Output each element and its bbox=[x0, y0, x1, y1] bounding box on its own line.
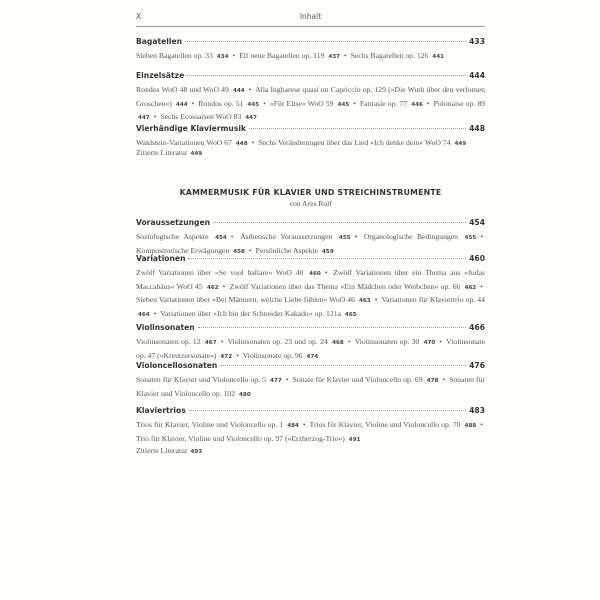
toc-item-page: 448 bbox=[235, 141, 248, 147]
toc-item bbox=[160, 309, 358, 318]
toc-section-bagatellen bbox=[136, 37, 485, 64]
leader-dots bbox=[185, 41, 466, 42]
bullet-separator: • bbox=[248, 245, 252, 255]
toc-item-title: Sieben Variationen über »Bei Männern, welche Liebe fühlen« WoO 46 bbox=[136, 295, 355, 304]
toc-item-page: 458 bbox=[233, 248, 245, 255]
bullet-separator: • bbox=[353, 98, 356, 108]
section-page-number: 444 bbox=[469, 71, 485, 80]
bullet-separator: • bbox=[222, 281, 226, 291]
toc-item-page: 441 bbox=[432, 54, 444, 60]
toc-item-title: Rondos WoO 48 und WoO 49 bbox=[136, 85, 229, 94]
toc-item-title: Sonaten für Klavier und Violoncello op. 5 bbox=[136, 375, 267, 384]
toc-item-title: Elf neue Bagatellen op. 119 bbox=[239, 51, 325, 60]
bullet-separator: • bbox=[153, 308, 157, 318]
toc-item-title: Violinsonaten op. 12 bbox=[136, 337, 201, 346]
section-heading bbox=[136, 361, 485, 372]
toc-item-page: 488 bbox=[464, 423, 477, 429]
toc-item bbox=[136, 337, 219, 346]
toc-item-page: 462 bbox=[464, 284, 477, 291]
section-page-number: 448 bbox=[469, 124, 485, 133]
toc-item-title: Violinsonaten op. 23 und op. 24 bbox=[227, 337, 328, 346]
section-items bbox=[136, 50, 485, 64]
cited-literature-2 bbox=[136, 446, 485, 455]
toc-item-page: 449 bbox=[454, 141, 467, 147]
cited-literature-label: Zitierte Literatur bbox=[136, 148, 188, 157]
bullet-separator: • bbox=[230, 232, 234, 241]
bullet-separator: • bbox=[374, 295, 378, 304]
toc-item-title: Zwölf Variationen über »Se vuol ballare« WoO 40 bbox=[136, 268, 304, 277]
toc-item-page: 447 bbox=[138, 115, 150, 121]
toc-item bbox=[136, 268, 323, 277]
toc-section-vierhaendige bbox=[136, 124, 485, 151]
section-title: Vierhändige Klaviermusik bbox=[136, 124, 246, 133]
section-page-number: 476 bbox=[469, 361, 485, 370]
bullet-separator: • bbox=[232, 51, 236, 60]
leader-dots bbox=[213, 222, 466, 223]
toc-section-klaviertrios bbox=[136, 406, 485, 446]
toc-item-title: Trio für Klavier, Violine und Violoncello op. 97 (»Erzherzog-Trio«) bbox=[136, 433, 345, 443]
page-folio: X bbox=[136, 12, 142, 21]
toc-item-page: 444 bbox=[233, 88, 245, 94]
toc-item-page: 455 bbox=[338, 235, 351, 241]
toc-item bbox=[227, 337, 345, 346]
toc-item-title: Trios für Klavier, Violine und Violoncello op. 70 bbox=[309, 420, 461, 429]
section-title: Einzelsätze bbox=[136, 71, 185, 80]
toc-item-page: 434 bbox=[216, 54, 229, 60]
bullet-separator: • bbox=[426, 98, 430, 108]
bullet-separator: • bbox=[442, 375, 446, 384]
section-title: Violinsonaten bbox=[136, 323, 195, 332]
toc-item-title: Sechs Ecossaisen WoO 83 bbox=[160, 112, 242, 121]
toc-page bbox=[136, 0, 486, 455]
toc-item-page: 445 bbox=[247, 101, 260, 108]
toc-section-voraussetzungen bbox=[136, 218, 485, 258]
toc-item-page: 478 bbox=[426, 378, 439, 384]
leader-dots bbox=[220, 365, 466, 366]
bullet-separator: • bbox=[248, 85, 252, 94]
toc-item-title: Rondos op. 51 bbox=[198, 98, 244, 108]
toc-item-title: Polonaise op. 89 bbox=[433, 98, 486, 108]
bullet-separator: • bbox=[285, 375, 289, 384]
toc-item-page: 446 bbox=[411, 101, 423, 108]
section-title: Voraussetzungen bbox=[136, 218, 210, 227]
toc-item-page: 445 bbox=[337, 101, 350, 108]
toc-item-title: Ästhetische Voraussetzungen bbox=[240, 232, 333, 241]
toc-item-page: 460 bbox=[309, 271, 321, 277]
toc-item-page: 484 bbox=[287, 423, 299, 429]
toc-item bbox=[360, 99, 425, 108]
toc-item bbox=[136, 375, 284, 384]
toc-section-violoncellosonaten bbox=[136, 361, 485, 401]
section-page-number: 483 bbox=[469, 406, 485, 415]
toc-item bbox=[270, 99, 351, 108]
toc-item bbox=[351, 51, 446, 60]
toc-item-page: 491 bbox=[348, 436, 361, 443]
toc-item-page: 459 bbox=[322, 248, 334, 255]
toc-item-page: 468 bbox=[332, 340, 344, 346]
toc-item-title: Trios für Klavier, Violine und Violoncello op. 1 bbox=[136, 420, 284, 429]
section-items bbox=[136, 374, 485, 401]
toc-item-title: Sieben Bagatellen op. 33 bbox=[136, 51, 213, 60]
section-items bbox=[136, 336, 485, 363]
toc-item-page: 437 bbox=[328, 54, 341, 60]
leader-dots bbox=[198, 327, 467, 328]
toc-item bbox=[364, 232, 478, 241]
toc-item bbox=[293, 375, 441, 384]
bullet-separator: • bbox=[347, 337, 351, 346]
toc-item-title: Fantasie op. 77 bbox=[360, 98, 408, 108]
toc-item bbox=[136, 138, 250, 147]
toc-item bbox=[136, 295, 373, 304]
running-head-title: Inhalt bbox=[299, 12, 322, 21]
toc-item-page: 465 bbox=[344, 311, 357, 318]
section-items bbox=[136, 84, 485, 125]
toc-item-title: Alla Ingharese quasi un Capriccio op. 129 (»Die Wuth über den verlornen Groschen«) bbox=[136, 85, 486, 108]
toc-item-page: 455 bbox=[464, 235, 477, 241]
cited-literature-page: 493 bbox=[190, 449, 203, 455]
toc-item bbox=[136, 51, 230, 60]
toc-item-title: Organologische Bedingungen bbox=[363, 232, 459, 241]
leader-dots bbox=[249, 128, 466, 129]
bullet-separator: • bbox=[236, 350, 239, 360]
toc-item bbox=[258, 138, 468, 147]
toc-item-title: Sonate für Klavier und Violoncello op. 69 bbox=[292, 375, 423, 384]
running-head bbox=[136, 0, 485, 27]
toc-item-title: Sonaten für Klavier und Violoncello op. 102 bbox=[136, 375, 486, 398]
toc-item-title: Zwölf Variationen über ein Thema aus »Judas Maccabäus« WoO 45 bbox=[136, 268, 486, 291]
toc-item bbox=[136, 232, 229, 241]
bullet-separator: • bbox=[439, 337, 442, 346]
bullet-separator: • bbox=[153, 112, 157, 121]
bullet-separator: • bbox=[480, 420, 483, 429]
cited-literature-label: Zitierte Literatur bbox=[136, 446, 188, 455]
toc-item-page: 472 bbox=[220, 353, 233, 360]
toc-item-title: Variationen für Klaviertrio op. 44 bbox=[381, 295, 485, 304]
section-title: Klaviertrios bbox=[136, 406, 186, 415]
bullet-separator: • bbox=[344, 51, 347, 60]
section-page-number: 466 bbox=[469, 323, 485, 332]
toc-item-page: 464 bbox=[138, 311, 150, 318]
section-items bbox=[136, 267, 485, 321]
bullet-separator: • bbox=[324, 268, 328, 277]
toc-item bbox=[243, 351, 321, 360]
toc-item-page: 467 bbox=[204, 340, 217, 346]
section-heading bbox=[136, 406, 485, 417]
toc-item bbox=[240, 232, 353, 241]
toc-item-page: 477 bbox=[270, 378, 282, 384]
toc-item-title: Waldstein-Variationen WoO 67 bbox=[136, 138, 232, 147]
bullet-separator: • bbox=[220, 337, 224, 346]
bullet-separator: • bbox=[354, 232, 358, 241]
toc-item-page: 454 bbox=[215, 235, 227, 241]
toc-item bbox=[136, 85, 247, 94]
section-page-number: 460 bbox=[469, 254, 485, 263]
section-items bbox=[136, 419, 485, 446]
toc-section-variationen bbox=[136, 254, 485, 321]
toc-item-page: 444 bbox=[175, 101, 188, 108]
leader-dots bbox=[189, 410, 466, 411]
toc-item bbox=[136, 420, 301, 429]
section-heading bbox=[136, 37, 485, 48]
toc-item-title: Zwölf Variationen über das Thema »Ein Mädchen oder Weibchen« op. 66 bbox=[229, 281, 461, 291]
toc-item-page: 474 bbox=[306, 353, 319, 360]
bullet-separator: • bbox=[480, 281, 483, 291]
toc-item-title: Sechs Bagatellen op. 126 bbox=[350, 51, 429, 60]
section-heading bbox=[136, 71, 485, 82]
toc-item-page: 462 bbox=[206, 284, 219, 291]
section-page-number: 433 bbox=[469, 37, 485, 46]
bullet-separator: • bbox=[191, 98, 195, 108]
toc-item-page: 470 bbox=[423, 340, 436, 346]
toc-item-title: Kompositorische Erwägungen bbox=[136, 245, 230, 255]
section-title: Variationen bbox=[136, 254, 186, 263]
toc-item-page: 447 bbox=[245, 115, 257, 121]
toc-item bbox=[198, 99, 261, 108]
toc-item-page: 480 bbox=[239, 391, 251, 398]
toc-item bbox=[239, 51, 342, 60]
toc-item-title: Violinsonaten op. 30 bbox=[354, 337, 420, 346]
toc-item bbox=[310, 420, 479, 429]
chapter-author: von Ares Rolf bbox=[289, 199, 332, 208]
toc-item-page: 463 bbox=[359, 298, 371, 304]
toc-item-title: Soziologische Aspekte bbox=[136, 232, 209, 241]
bullet-separator: • bbox=[263, 98, 266, 108]
toc-item-title: Persönliche Aspekte bbox=[255, 245, 319, 255]
section-heading bbox=[136, 124, 485, 135]
bullet-separator: • bbox=[480, 232, 484, 241]
toc-item bbox=[136, 434, 362, 443]
toc-section-einzelsaetze bbox=[136, 71, 485, 125]
toc-item-title: Violinsonate op. 47 (»Kreutzersonate«) bbox=[136, 337, 485, 360]
toc-item bbox=[355, 337, 438, 346]
toc-section-violinsonaten bbox=[136, 323, 485, 363]
chapter-title: KAMMERMUSIK FÜR KLAVIER UND STREICHINSTRUMENTE bbox=[179, 188, 442, 197]
toc-item-title: »Für Elise« WoO 59 bbox=[269, 98, 334, 108]
toc-item bbox=[230, 282, 479, 291]
section-heading bbox=[136, 254, 485, 265]
section-title: Bagatellen bbox=[136, 37, 183, 46]
leader-dots bbox=[188, 258, 466, 259]
cited-literature-page: 449 bbox=[190, 151, 203, 157]
cited-literature-1 bbox=[136, 148, 485, 157]
toc-item-title: Violinsonate op. 96 bbox=[242, 350, 303, 360]
leader-dots bbox=[187, 75, 466, 76]
toc-item-title: Variationen über »Ich bin der Schneider Kakadu« op. 121a bbox=[160, 308, 341, 318]
bullet-separator: • bbox=[251, 138, 255, 147]
bullet-separator: • bbox=[302, 420, 306, 429]
section-heading bbox=[136, 218, 485, 229]
toc-item-title: Sechs Veränderungen über das Lied »Ich denke dein« WoO 74 bbox=[258, 138, 451, 147]
section-page-number: 454 bbox=[469, 218, 485, 227]
section-title: Violoncellosonaten bbox=[136, 361, 218, 370]
section-heading bbox=[136, 323, 485, 334]
toc-item bbox=[160, 112, 259, 121]
